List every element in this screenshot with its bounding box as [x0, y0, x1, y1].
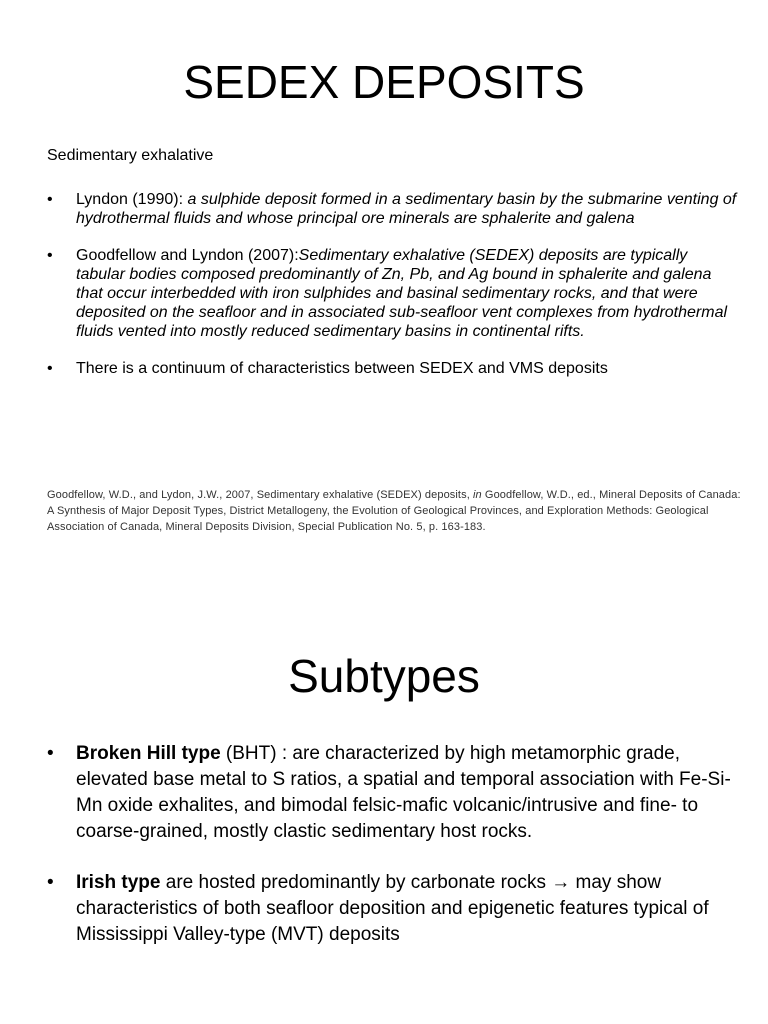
- list-item: [47, 359, 737, 378]
- subtype-description: (BHT) : are characterized by high metamorphic grade, elevated base metal to S ratios, a spatial and temporal association with Fe-Si-Mn oxide exhalites, and bimodal felsic-mafic volcanic/intrusive and fine- to coarse-grained, mostly clastic sedimentary host rocks.: [76, 743, 731, 842]
- reference-text: Goodfellow, W.D., ed., Mineral Deposits of Canada: A Synthesis of Major Deposit Types, District Metallogeny, the Evolution of Geological Provinces, and Exploration Methods: Geological Association of Canada, Mineral Deposits Division, Special Publication No. 5, p. 163-183.: [47, 489, 741, 533]
- citation-lead: Goodfellow and Lyndon (2007):: [76, 247, 299, 264]
- subtype-name: Broken Hill type: [76, 743, 221, 764]
- citation-lead: Lyndon (1990):: [76, 191, 188, 208]
- bullet-icon: •: [47, 247, 53, 264]
- list-item: [47, 870, 737, 948]
- definition-quote: Sedimentary exhalative (SEDEX) deposits are typically tabular bodies composed predominantly of Zn, Pb, and Ag bound in sphalerite and galena that occur interbedded with iron sulphides and basinal sedimentary rocks, and that were deposited on the seafloor and in associated sub-seafloor vent complexes from hydrothermal fluids vented into mostly reduced sedimentary basins in continental rifts.: [76, 247, 728, 340]
- subtype-list: [47, 741, 737, 973]
- bullet-icon: •: [47, 743, 54, 764]
- slide-subtitle: Sedimentary exhalative: [47, 147, 214, 164]
- list-item: [47, 190, 737, 228]
- definition-quote: a sulphide deposit formed in a sedimentary basin by the submarine venting of hydrothermal fluids and whose principal ore minerals are sphalerite and galena: [76, 191, 737, 227]
- reference-citation: [47, 487, 747, 535]
- slide-title: Subtypes: [288, 650, 480, 702]
- reference-in: in: [473, 489, 482, 501]
- bullet-icon: •: [47, 360, 53, 377]
- definition-list: [47, 190, 737, 396]
- reference-text: Goodfellow, W.D., and Lydon, J.W., 2007, Sedimentary exhalative (SEDEX) deposits,: [47, 489, 474, 501]
- subtype-description: are hosted predominantly by carbonate rocks → may show characteristics of both seafloor deposition and epigenetic features typical of Mississippi Valley-type (MVT) deposits: [76, 872, 709, 945]
- bullet-icon: •: [47, 872, 54, 893]
- subtype-name: Irish type: [76, 872, 161, 893]
- list-item: [47, 741, 737, 845]
- list-item: [47, 246, 737, 341]
- slide-subtypes: [0, 560, 768, 1024]
- bullet-icon: •: [47, 191, 53, 208]
- bullet-text: There is a continuum of characteristics between SEDEX and VMS deposits: [76, 360, 608, 377]
- slide-title: SEDEX DEPOSITS: [183, 56, 585, 108]
